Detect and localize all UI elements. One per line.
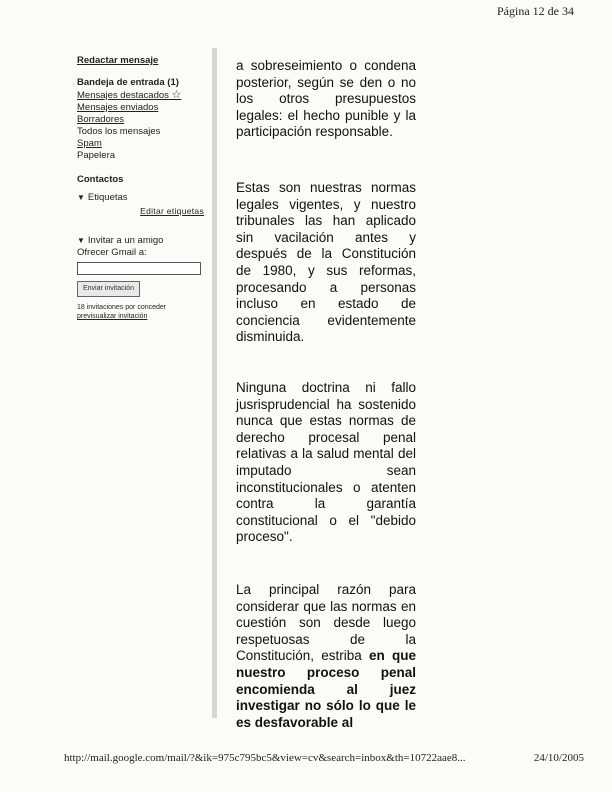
offer-gmail-label: Ofrecer Gmail a: (77, 247, 147, 258)
preview-invite-link[interactable]: previsualizar invitación (77, 313, 148, 320)
send-invite-button[interactable]: Enviar invitación (77, 281, 140, 297)
paragraph-4-normal: La principal razón para considerar que las normas en cuestión son desde luego respetuosas de la Constitución, estriba (236, 582, 416, 664)
paragraph-2: Estas son nuestras normas legales vigentes, y nuestro tribunales las han aplicado sin vacilación antes y después de la Constitución de 1980, y sus reformas, procesando a personas incluso en estado de conciencia evidentemente disminuida. (236, 180, 416, 345)
triangle-down-icon: ▼ (77, 193, 85, 202)
sidebar-item-inbox[interactable]: Bandeja de entrada (1) (77, 77, 179, 88)
invite-email-input[interactable] (77, 262, 201, 275)
sidebar-item-all-mail[interactable]: Todos los mensajes (77, 126, 161, 137)
triangle-down-icon: ▼ (77, 236, 85, 245)
paragraph-4-bold: en que nuestro proceso penal encomienda al juez investigar no sólo lo que le es desfavorable al (236, 648, 416, 730)
compose-link[interactable]: Redactar mensaje (77, 55, 159, 66)
paragraph-3: Ninguna doctrina ni fallo jusrisprudencial ha sostenido nunca que estas normas de derecho procesal penal relativas a la salud mental del imputado sean inconstitucionales o atenten contra la garantía constitucional o el "debido proceso". (236, 380, 416, 545)
sidebar-item-trash[interactable]: Papelera (77, 150, 116, 161)
labels-title: Etiquetas (87, 192, 128, 203)
sidebar-item-sent[interactable]: Mensajes enviados (77, 102, 159, 113)
footer-date: 24/10/2005 (533, 752, 584, 764)
column-divider (212, 48, 217, 718)
labels-toggle[interactable] (77, 192, 212, 204)
paragraph-1: a sobreseimiento o condena posterior, según se den o no los otros presupuestos legales: el hecho punible y la participación responsable. (236, 58, 416, 140)
sidebar-item-starred[interactable] (77, 89, 212, 102)
message-body (236, 58, 416, 730)
paragraph-4 (236, 582, 416, 731)
invite-title: Invitar a un amigo (87, 235, 164, 246)
footer-url: http://mail.google.com/mail/?&ik=975c795bc5&view=cv&search=inbox&th=10722aae8... (64, 752, 466, 764)
print-footer (64, 752, 584, 764)
invites-remaining: 18 invitaciones por conceder (77, 304, 167, 311)
sidebar-item-starred-label: Mensajes destacados (77, 90, 169, 101)
contacts-link[interactable]: Contactos (77, 174, 124, 185)
sidebar-item-drafts[interactable]: Borradores (77, 114, 124, 125)
page-number: Página 12 de 34 (497, 4, 574, 18)
edit-labels-link[interactable]: Editar etiquetas (140, 206, 204, 216)
invite-toggle[interactable] (77, 235, 212, 247)
sidebar-item-spam[interactable]: Spam (77, 138, 102, 149)
gmail-sidebar (77, 55, 212, 321)
star-icon: ☆ (171, 89, 182, 101)
